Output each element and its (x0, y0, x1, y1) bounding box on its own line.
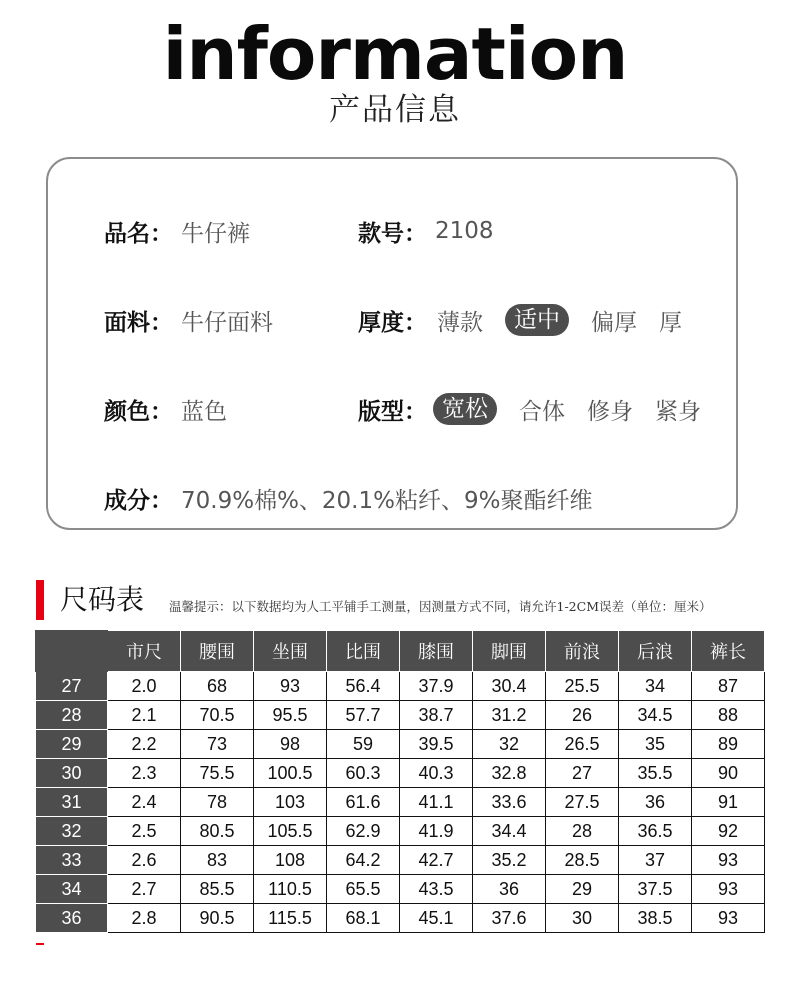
info-row-thickness (358, 302, 682, 338)
size-table-cell: 60.3 (327, 759, 400, 788)
composition-value: 70.9%棉%、20.1%粘纤、9%聚酯纤维 (181, 487, 593, 514)
size-table-cell: 34.4 (473, 817, 546, 846)
fabric-label: 面料： (104, 309, 173, 336)
size-table-cell: 90 (692, 759, 765, 788)
info-row-fabric (104, 302, 273, 338)
size-table-cell: 37.5 (619, 875, 692, 904)
size-table-cell: 108 (254, 846, 327, 875)
size-table-column-header: 裤长 (692, 631, 765, 672)
size-table-row (36, 672, 765, 701)
size-table-cell: 70.5 (181, 701, 254, 730)
size-table-cell: 32 (473, 730, 546, 759)
size-table-cell: 38.5 (619, 904, 692, 933)
size-table-cell: 88 (692, 701, 765, 730)
size-table-cell: 93 (254, 672, 327, 701)
size-table-cell: 100.5 (254, 759, 327, 788)
size-table-cell: 30 (546, 904, 619, 933)
size-table-cell: 38.7 (400, 701, 473, 730)
title-chinese: 产品信息 (329, 92, 461, 128)
size-table-cell: 68.1 (327, 904, 400, 933)
info-row-name (104, 213, 250, 249)
title-english: information (162, 12, 628, 96)
size-table-row-header: 28 (36, 701, 108, 730)
size-table-cell: 64.2 (327, 846, 400, 875)
size-table-cell: 28.5 (546, 846, 619, 875)
size-chart-note: 温馨提示：以下数据均为人工平铺手工测量，因测量方式不同，请允许1-2CM误差（单位：厘米） (169, 599, 712, 614)
size-table-cell: 32.8 (473, 759, 546, 788)
size-table-cell: 2.3 (108, 759, 181, 788)
size-table-cell: 42.7 (400, 846, 473, 875)
size-table-cell: 26 (546, 701, 619, 730)
size-table-cell: 2.6 (108, 846, 181, 875)
size-table-cell: 83 (181, 846, 254, 875)
size-table-cell: 30.4 (473, 672, 546, 701)
size-table-cell: 36 (473, 875, 546, 904)
fit-option-loose-selected: 宽松 (433, 393, 497, 425)
size-table-cell: 33.6 (473, 788, 546, 817)
size-table-column-header: 比围 (327, 631, 400, 672)
size-table-cell: 93 (692, 875, 765, 904)
fit-option-tight: 紧身 (655, 398, 701, 425)
size-table-cell: 31.2 (473, 701, 546, 730)
size-table-header-row (36, 631, 765, 672)
name-label: 品名： (104, 220, 173, 247)
size-table-cell: 36.5 (619, 817, 692, 846)
style-no-value: 2108 (435, 218, 494, 244)
size-table-cell: 27 (546, 759, 619, 788)
size-table-cell: 28 (546, 817, 619, 846)
size-table-cell: 39.5 (400, 730, 473, 759)
size-table-cell: 87 (692, 672, 765, 701)
size-chart-title: 尺码表 (60, 583, 145, 616)
size-table-cell: 78 (181, 788, 254, 817)
size-table-cell: 37 (619, 846, 692, 875)
size-table-cell: 36 (619, 788, 692, 817)
color-value: 蓝色 (181, 398, 227, 425)
size-table-cell: 29 (546, 875, 619, 904)
size-table-cell: 37.6 (473, 904, 546, 933)
size-table-row (36, 788, 765, 817)
size-table-row-header: 27 (36, 672, 108, 701)
size-table-cell: 93 (692, 904, 765, 933)
size-table-cell: 43.5 (400, 875, 473, 904)
thickness-option-thick: 厚 (659, 309, 682, 336)
size-table-cell: 2.2 (108, 730, 181, 759)
size-table-cell: 110.5 (254, 875, 327, 904)
size-table-cell: 95.5 (254, 701, 327, 730)
size-table-cell: 34 (619, 672, 692, 701)
size-table-column-header: 脚围 (473, 631, 546, 672)
thickness-option-thicker: 偏厚 (591, 309, 637, 336)
size-table-cell: 35.5 (619, 759, 692, 788)
size-table-cell: 37.9 (400, 672, 473, 701)
size-table-column-header: 坐围 (254, 631, 327, 672)
color-label: 颜色： (104, 398, 173, 425)
size-table-row-header: 33 (36, 846, 108, 875)
info-row-composition (104, 480, 592, 516)
size-table-cell: 34.5 (619, 701, 692, 730)
size-table-cell: 85.5 (181, 875, 254, 904)
size-table-cell: 98 (254, 730, 327, 759)
size-table-cell: 40.3 (400, 759, 473, 788)
size-table-column-header: 前浪 (546, 631, 619, 672)
info-row-style-no (358, 213, 494, 249)
thickness-option-medium-selected: 适中 (505, 304, 569, 336)
size-table-cell: 26.5 (546, 730, 619, 759)
name-value: 牛仔裤 (181, 220, 250, 247)
size-table-cell: 75.5 (181, 759, 254, 788)
style-no-label: 款号： (358, 220, 427, 247)
info-row-color (104, 391, 227, 427)
size-table-row-header: 34 (36, 875, 108, 904)
size-table-cell: 73 (181, 730, 254, 759)
size-table-row (36, 846, 765, 875)
size-table-cell: 62.9 (327, 817, 400, 846)
size-table-cell: 35.2 (473, 846, 546, 875)
size-table-cell: 2.0 (108, 672, 181, 701)
size-table-cell: 41.1 (400, 788, 473, 817)
fit-label: 版型： (358, 398, 427, 425)
size-table-row-header: 36 (36, 904, 108, 933)
size-table-cell: 68 (181, 672, 254, 701)
size-table-cell: 41.9 (400, 817, 473, 846)
composition-label: 成分： (104, 487, 173, 514)
size-table-cell: 93 (692, 846, 765, 875)
size-table-cell: 90.5 (181, 904, 254, 933)
size-table-row (36, 730, 765, 759)
size-table-cell: 57.7 (327, 701, 400, 730)
size-table-row-header: 30 (36, 759, 108, 788)
size-table-cell: 2.5 (108, 817, 181, 846)
size-table-column-header: 膝围 (400, 631, 473, 672)
size-table-row-header: 31 (36, 788, 108, 817)
size-table-column-header: 后浪 (619, 631, 692, 672)
product-info-card (46, 157, 738, 530)
size-table-cell: 25.5 (546, 672, 619, 701)
size-table-cell: 115.5 (254, 904, 327, 933)
accent-tick (36, 943, 44, 945)
size-table-cell: 103 (254, 788, 327, 817)
size-table-cell: 89 (692, 730, 765, 759)
size-table-cell: 2.1 (108, 701, 181, 730)
size-table-row (36, 904, 765, 933)
size-table-cell: 45.1 (400, 904, 473, 933)
size-table-cell: 27.5 (546, 788, 619, 817)
thickness-option-thin: 薄款 (437, 309, 483, 336)
size-table (35, 630, 765, 933)
size-table-cell: 2.8 (108, 904, 181, 933)
size-table-cell: 80.5 (181, 817, 254, 846)
accent-bar (36, 580, 44, 620)
size-table-cell: 61.6 (327, 788, 400, 817)
size-table-cell: 35 (619, 730, 692, 759)
size-table-cell: 105.5 (254, 817, 327, 846)
size-table-row-header: 29 (36, 730, 108, 759)
fabric-value: 牛仔面料 (181, 309, 273, 336)
size-table-row-header: 32 (36, 817, 108, 846)
size-chart-header (36, 580, 766, 620)
size-table-cell: 2.4 (108, 788, 181, 817)
size-table-column-header: 腰围 (181, 631, 254, 672)
size-table-column-header: 市尺 (108, 631, 181, 672)
thickness-label: 厚度： (358, 309, 427, 336)
info-row-fit (358, 391, 701, 427)
size-table-cell: 56.4 (327, 672, 400, 701)
size-table-corner (36, 631, 108, 672)
size-table-cell: 65.5 (327, 875, 400, 904)
size-table-cell: 2.7 (108, 875, 181, 904)
size-table-row (36, 875, 765, 904)
size-table-row (36, 759, 765, 788)
size-table-row (36, 701, 765, 730)
size-table-row (36, 817, 765, 846)
size-table-cell: 91 (692, 788, 765, 817)
size-table-cell: 59 (327, 730, 400, 759)
size-table-cell: 92 (692, 817, 765, 846)
fit-option-slim: 修身 (587, 398, 633, 425)
fit-option-regular: 合体 (519, 398, 565, 425)
